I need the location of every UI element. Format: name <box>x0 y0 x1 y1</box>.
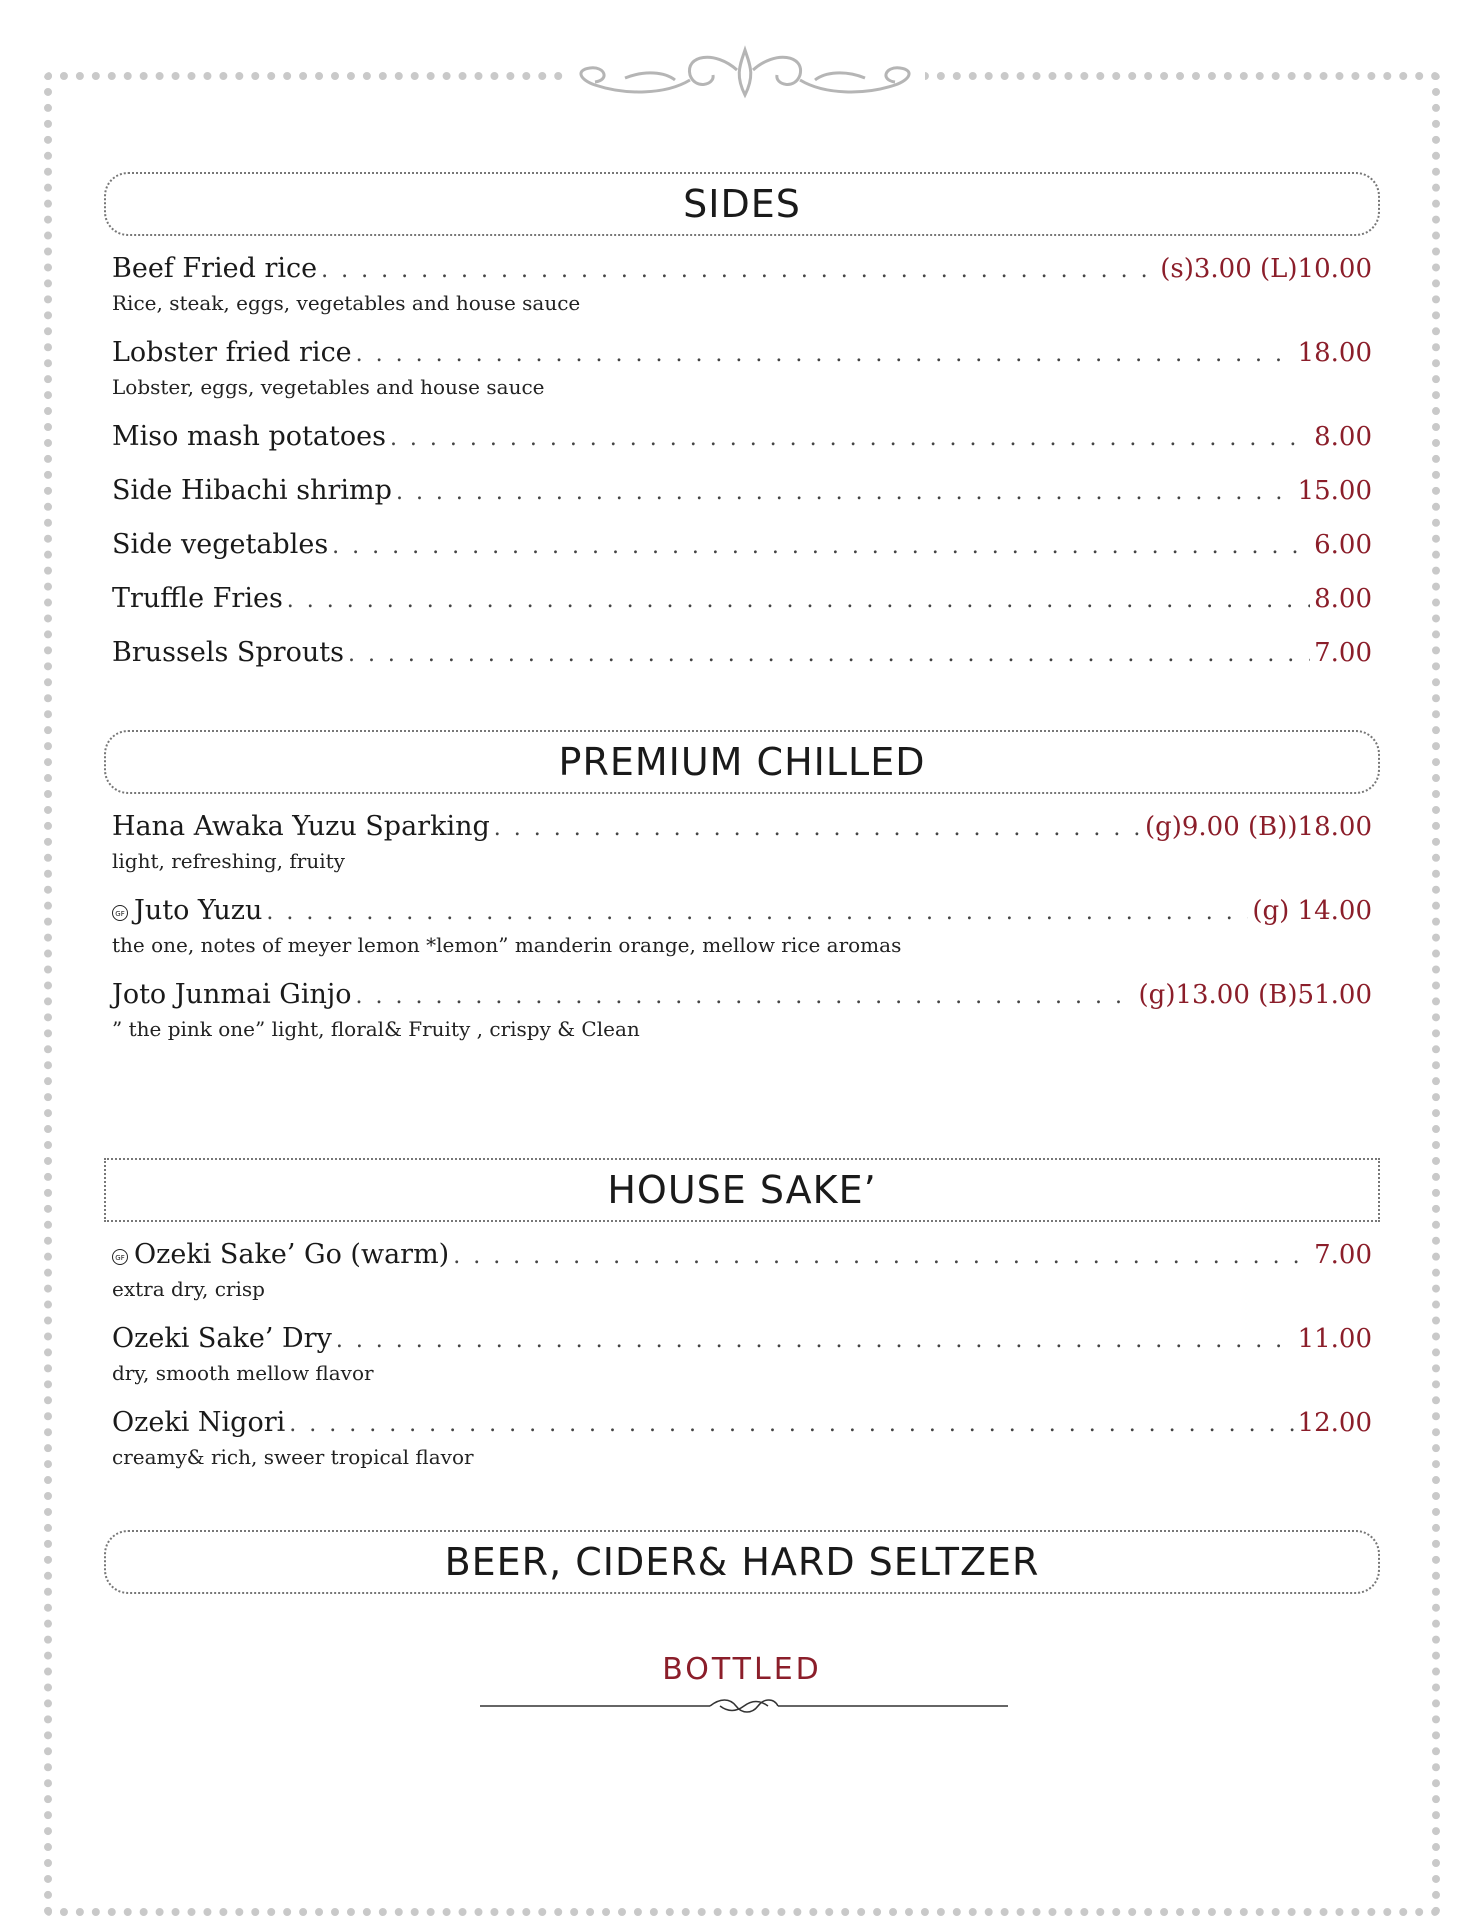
item-price: (g) 14.00 <box>1252 896 1372 926</box>
item-price: 12.00 <box>1297 1408 1372 1438</box>
menu-item <box>112 1238 1372 1302</box>
item-name: GF Ozeki Sake’ Go (warm) <box>112 1238 449 1272</box>
item-name: Truffle Fries <box>112 583 283 614</box>
gluten-free-icon: GF <box>112 905 128 921</box>
menu-item <box>112 1406 1372 1470</box>
section-header-sides <box>104 172 1380 236</box>
menu-item <box>112 1322 1372 1386</box>
section-title: SIDES <box>683 182 801 226</box>
item-description: creamy& rich, sweer tropical flavor <box>112 1445 474 1469</box>
gluten-free-icon: GF <box>112 1249 128 1265</box>
item-price: 7.00 <box>1314 1240 1372 1270</box>
item-description: ” the pink one” light, floral& Fruity , crispy & Clean <box>112 1017 640 1041</box>
item-name: GF Juto Yuzu <box>112 894 262 928</box>
item-price: 18.00 <box>1297 338 1372 368</box>
item-name: Beef Fried rice <box>112 253 318 284</box>
item-price: (g)13.00 (B)51.00 <box>1138 980 1372 1010</box>
item-name: Side vegetables <box>112 529 329 560</box>
item-price: (s)3.00 (L)10.00 <box>1160 254 1372 284</box>
menu-item <box>112 894 1372 958</box>
menu-item <box>112 582 1372 618</box>
divider-ornament <box>480 1696 1008 1716</box>
menu-item <box>112 336 1372 400</box>
item-price: 7.00 <box>1314 638 1372 668</box>
section-header-beer-cider-seltzer <box>104 1530 1380 1594</box>
item-price: 15.00 <box>1297 476 1372 506</box>
menu-item <box>112 420 1372 456</box>
flourish-ornament <box>565 40 925 110</box>
item-name: Side Hibachi shrimp <box>112 475 392 506</box>
item-description: Lobster, eggs, vegetables and house sauce <box>112 375 545 399</box>
item-name: Ozeki Sake’ Dry <box>112 1323 332 1354</box>
item-price: (g)9.00 (B))18.00 <box>1144 812 1372 842</box>
section-title: BEER, CIDER& HARD SELTZER <box>444 1540 1040 1584</box>
menu-item <box>112 252 1372 316</box>
item-name: Brussels Sprouts <box>112 637 344 668</box>
section-header-premium-chilled <box>104 730 1380 794</box>
item-name: Hana Awaka Yuzu Sparking <box>112 811 490 842</box>
item-name: Joto Junmai Ginjo <box>112 979 352 1010</box>
item-price: 6.00 <box>1314 530 1372 560</box>
item-description: the one, notes of meyer lemon *lemon” manderin orange, mellow rice aromas <box>112 933 902 957</box>
section-title: HOUSE SAKE’ <box>607 1168 877 1212</box>
menu-item <box>112 474 1372 510</box>
item-price: 11.00 <box>1297 1324 1372 1354</box>
menu-item <box>112 528 1372 564</box>
item-price: 8.00 <box>1314 422 1372 452</box>
item-description: extra dry, crisp <box>112 1277 265 1301</box>
item-name: Ozeki Nigori <box>112 1407 286 1438</box>
item-price: 8.00 <box>1314 584 1372 614</box>
menu-item <box>112 810 1372 874</box>
item-name: Miso mash potatoes <box>112 421 386 452</box>
item-description: dry, smooth mellow flavor <box>112 1361 374 1385</box>
menu-item <box>112 636 1372 672</box>
section-title: PREMIUM CHILLED <box>558 740 926 784</box>
item-description: light, refreshing, fruity <box>112 849 345 873</box>
menu-item <box>112 978 1372 1042</box>
item-name: Lobster fried rice <box>112 337 352 368</box>
item-description: Rice, steak, eggs, vegetables and house sauce <box>112 291 581 315</box>
section-header-house-sake <box>104 1158 1380 1222</box>
subheading-bottled: BOTTLED <box>662 1652 822 1687</box>
